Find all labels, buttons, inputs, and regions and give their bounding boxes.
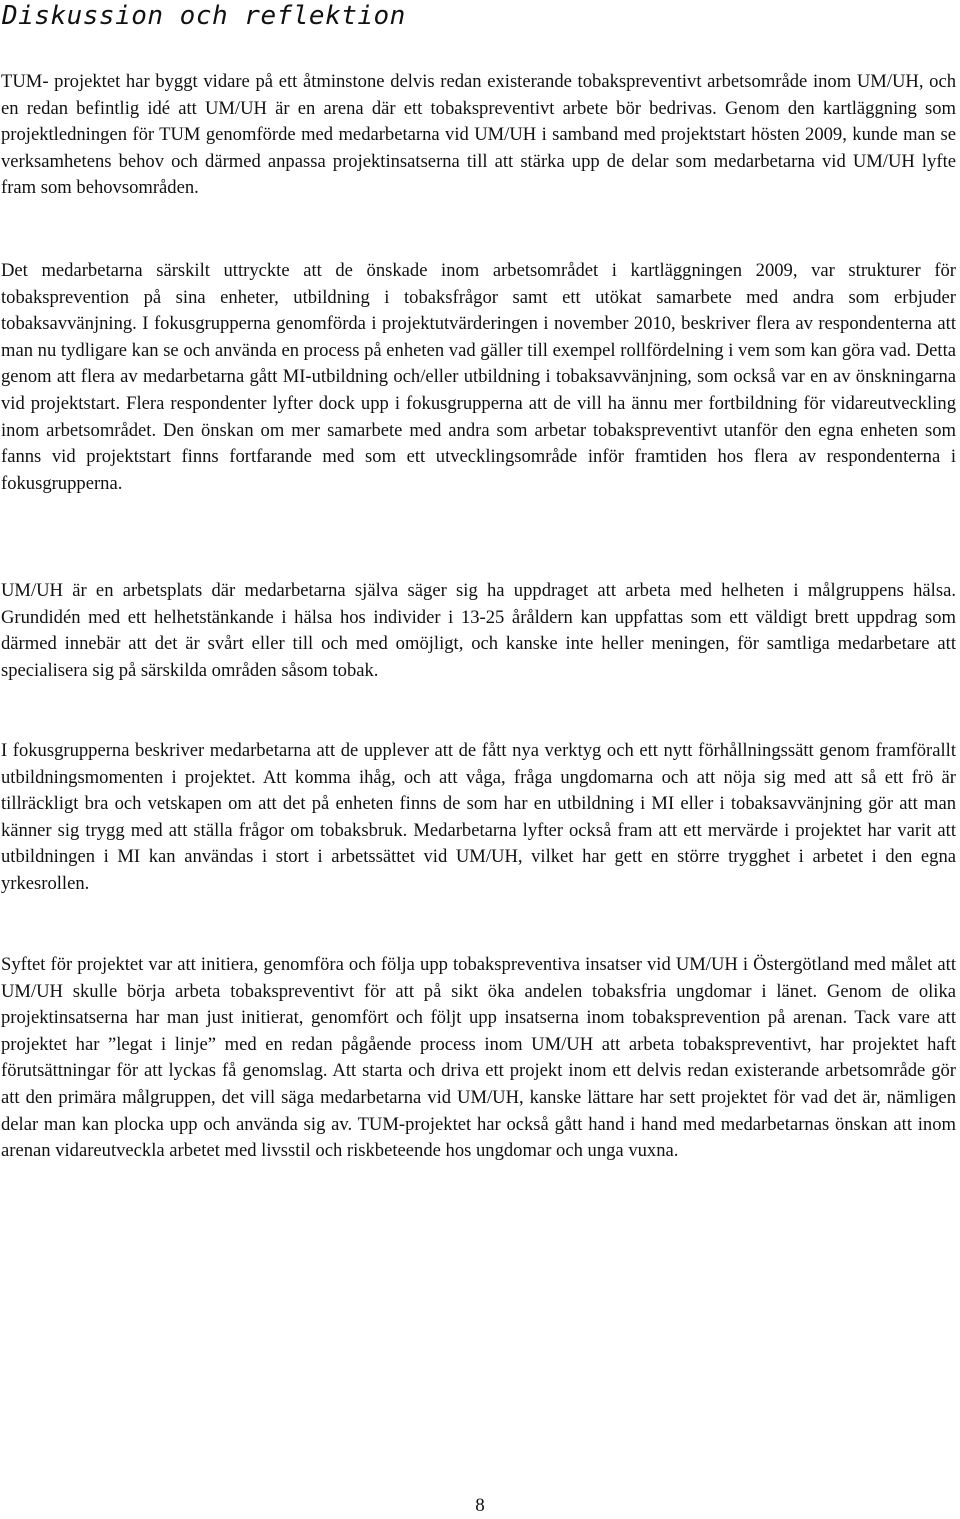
page-number: 8 <box>475 1495 485 1516</box>
section-heading: Diskussion och reflektion <box>2 1 406 31</box>
paragraph-staff-wishes: Det medarbetarna särskilt uttryckte att de önskade inom arbetsområdet i kartläggningen 2009, var strukturer för tobaksprevention på sina enheter, utbildning i tobaksfrågor samt ett utökat samarbete med andra som erbjuder tobaksavvänjning. I fokusgrupperna genomförda i projektutvärderingen i november 2010, beskriver flera av respondenterna att man nu tydligare kan se och använda en process på enheten vad gäller till exempel rollfördelning i vem som kan göra vad. Detta genom att flera av medarbetarna gått MI-utbildning och/eller utbildning i tobaksavvänjning, som också var en av önskningarna vid projektstart. Flera respondenter lyfter dock upp i fokusgrupperna att de vill ha ännu mer fortbildning för vidareutveckling inom arbetsområdet. Den önskan om mer samarbete med andra som arbetar tobakspreventivt utanför den egna enheten som fanns vid projektstart finns fortfarande med som ett utvecklingsområde inför framtiden hos flera av respondenterna i fokusgrupperna. <box>1 260 956 494</box>
paragraph-focus-groups: I fokusgrupperna beskriver medarbetarna att de upplever att de fått nya verktyg och ett nytt förhållningssätt genom framförallt utbildningsmomenten i projektet. Att komma ihåg, och att våga, fråga ungdomarna och att nöja sig med att så ett frö är tillräckligt bra och vetskapen om att det på enheten finns de som har en utbildning i MI eller i tobaksavvänjning gör att man känner sig trygg med att ställa frågor om tobaksbruk. Medarbetarna lyfter också fram att ett mervärde i projektet har varit att utbildningen i MI kan användas i stort i arbetssättet vid UM/UH, vilket har gett en större trygghet i arbetet i den egna yrkesrollen. <box>1 740 956 894</box>
paragraph-project-purpose: Syftet för projektet var att initiera, genomföra och följa upp tobakspreventiva insatser vid UM/UH i Östergötland med målet att UM/UH skulle börja arbeta tobakspreventivt för att på sikt öka andelen tobaksfria ungdomar i länet. Genom de olika projektinsatserna har man just initierat, genomfört och följt upp insatserna inom tobaksprevention på arenan. Tack vare att projektet har ”legat i linje” med en redan pågående process inom UM/UH att arbeta tobakspreventivt, har projektet haft förutsättningar för att lyckas få genomslag. Att starta och driva ett projekt inom ett delvis redan existerande arbetsområde gör att den primära målgruppen, det vill säga medarbetarna vid UM/UH, kanske lättare har sett projektet för vad det är, nämligen delar man kan plocka upp och använda sig av. TUM-projektet har också gått hand i hand med medarbetarnas önskan att inom arenan vidareutveckla arbetet med livsstil och riskbeteende hos ungdomar och unga vuxna. <box>1 954 956 1162</box>
paragraph-project-background: TUM- projektet har byggt vidare på ett åtminstone delvis redan existerande tobakspreventivt arbetsområde inom UM/UH, och en redan befintlig idé att UM/UH är en arena där ett tobakspreventivt arbete bör bedrivas. Genom den kartläggning som projektledningen för TUM genomförde med medarbetarna vid UM/UH i samband med projektstart hösten 2009, kunde man se verksamhetens behov och därmed anpassa projektinsatserna till att stärka upp de delar som medarbetarna vid UM/UH lyfte fram som behovsområden. <box>1 71 956 199</box>
paragraph-holistic-approach: UM/UH är en arbetsplats där medarbetarna själva säger sig ha uppdraget att arbeta med helheten i målgruppens hälsa. Grundidén med ett helhetstänkande i hälsa hos individer i 13-25 åråldern kan uppfattas som ett väldigt brett uppdrag som därmed innebär att det är svårt eller till och med omöjligt, och kanske inte heller meningen, för samtliga medarbetare att specialisera sig på särskilda områden såsom tobak. <box>1 580 956 681</box>
